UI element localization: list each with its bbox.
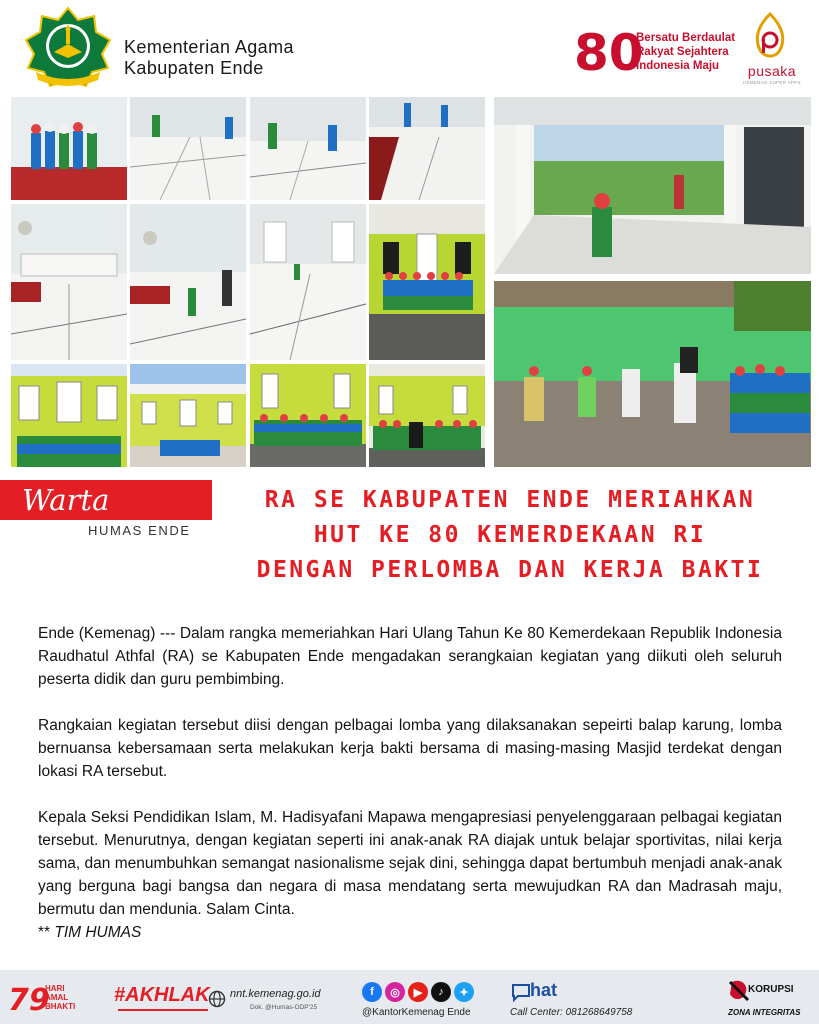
hari-amal-bhakti-79-icon — [8, 978, 50, 1018]
hab-line-1: HARI — [45, 984, 65, 993]
facebook-icon[interactable]: f — [362, 982, 382, 1002]
signature-prefix: ** — [38, 924, 55, 941]
header — [0, 0, 819, 95]
website-link[interactable]: nnt.kemenag.go.id — [230, 988, 321, 1000]
globe-icon — [208, 990, 226, 1008]
hab-line-3: BHAKTI — [45, 1002, 76, 1011]
photo-group-seated-1 — [250, 364, 366, 467]
korupsi-label: KORUPSI — [748, 984, 794, 995]
photo-children-mosque — [11, 97, 127, 200]
call-center: Call Center: 081268649758 — [510, 1007, 633, 1018]
warta-label: Warta — [22, 483, 110, 517]
headline — [230, 483, 790, 588]
photo-sweeping-floor-2 — [250, 97, 366, 200]
tiktok-icon[interactable]: ♪ — [431, 982, 451, 1002]
hut-tagline-1: Bersatu Berdaulat — [636, 32, 736, 44]
pusaka-logo-icon — [752, 12, 788, 60]
photo-children-green-wall — [369, 204, 485, 360]
hut-tagline-3: Indonesia Maju — [636, 60, 720, 72]
photo-sweeping-floor-1 — [130, 97, 246, 200]
social-handle[interactable]: @KantorKemenag Ende — [362, 1007, 471, 1018]
signature-name: TIM HUMAS — [54, 924, 142, 941]
hut-number: 80 — [574, 24, 644, 82]
org-name — [124, 37, 294, 79]
signature — [38, 921, 782, 944]
zona-integritas-label: ZONA INTEGRITAS — [728, 1008, 801, 1017]
photo-mosque-hall — [11, 204, 127, 360]
akhlak-word: AKHLAK — [125, 984, 210, 1006]
akhlak-hash: # — [114, 984, 126, 1006]
photo-veranda-sweeping — [494, 97, 811, 274]
hut-tagline-2: Rakyat Sejahtera — [636, 46, 729, 58]
headline-line-3: DENGAN PERLOMBA DAN KERJA BAKTI — [256, 557, 764, 583]
twitter-icon[interactable]: ✦ — [454, 982, 474, 1002]
article-body — [38, 622, 782, 944]
photo-group-green-building-1 — [11, 364, 127, 467]
article-paragraph-2: Rangkaian kegiatan tersebut diisi dengan pelbagai lomba yang dilaksanakan sepeirti balap karung, lomba bernuansa kebersamaan serta melakukan kerja bakti bersama di masing-masing Masjid terdekat dengan lokasi RA tersebut. — [38, 717, 782, 780]
headline-line-1: RA SE KABUPATEN ENDE MERIAHKAN — [264, 487, 756, 513]
chat-label: hat — [530, 980, 557, 1000]
photo-white-interior — [250, 204, 366, 360]
akhlak-logo — [114, 984, 210, 1007]
hab-line-2: AMAL — [45, 993, 69, 1002]
org-line-1: Kementerian Agama — [124, 37, 294, 57]
hut-80-logo-icon — [572, 24, 644, 82]
akhlak-underline — [118, 1007, 208, 1013]
hari-amal-bhakti-label — [45, 984, 75, 1011]
footer — [0, 970, 819, 1024]
headline-line-2: HUT KE 80 KEMERDEKAAN RI — [313, 522, 707, 548]
photo-mosque-hall-sweeping — [130, 204, 246, 360]
photo-mosque-carpet — [369, 97, 485, 200]
photo-group-green-building-2 — [130, 364, 246, 467]
instagram-icon[interactable]: ◎ — [385, 982, 405, 1002]
chat-icon — [510, 982, 532, 1002]
social-icons — [362, 982, 474, 1004]
article-paragraph-1: Ende (Kemenag) --- Dalam rangka memeriahkan Hari Ulang Tahun Ke 80 Kemerdekaan Republik Indonesia Raudhatul Athfal (RA) se Kabupaten Ende mengadakan serangkaian kegiatan yang diikuti oleh seluruh peserta didik dan guru pembimbing. — [38, 625, 782, 688]
photo-group-seated-2 — [369, 364, 485, 467]
photo-credit: Dok. @Humas-ODP'25 — [250, 1004, 318, 1011]
hab-number: 79 — [8, 983, 50, 1018]
org-line-2: Kabupaten Ende — [124, 58, 264, 78]
photo-sack-race — [494, 281, 811, 467]
pusaka-wordmark: pusaka — [747, 63, 797, 79]
kemenag-emblem-icon — [22, 6, 114, 90]
pusaka-subtitle: KEMENAG SUPER APPS — [743, 80, 801, 85]
article-paragraph-3: Kepala Seksi Pendidikan Islam, M. Hadisyafani Mapawa mengapresiasi penyelenggaraan pelbagai kegiatan tersebut. Menurutnya, dengan kegiatan seperti ini anak-anak RA diajak untuk belajar sportivitas, nilai kerja sama, dan menumbuhkan semangat nasionalisme sejak dini, sehingga dapat bertumbuh menjadi anak-anak yang berguna bagi bangsa dan negara di masa mendatang serta mewujudkan RA dan Madrasah maju, bermutu dan mendunia. Salam Cinta. — [38, 809, 782, 918]
humas-label: HUMAS ENDE — [88, 523, 191, 538]
hut-tagline — [636, 31, 735, 73]
youtube-icon[interactable]: ▶ — [408, 982, 428, 1002]
